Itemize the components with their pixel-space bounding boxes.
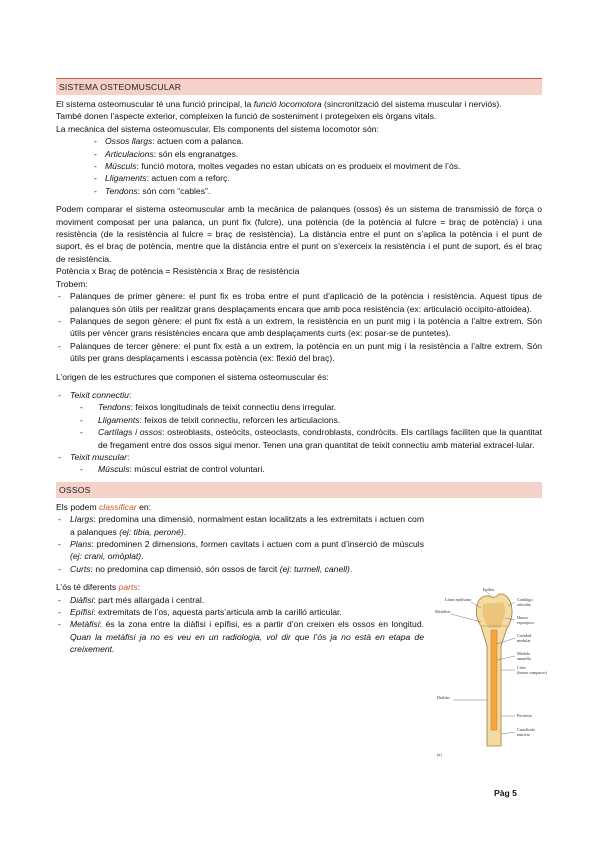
list-item: - Articulacions: són els engranatges. [56, 148, 542, 160]
intro-paragraph-3: La mecànica del sistema osteomuscular. Els components del sistema locomotor són: [56, 123, 379, 134]
label-linea: Línea epifisaria [445, 597, 472, 602]
list-item: - Palanques de tercer gènere: el punt fix està a un extrem, la potència en un punt mig i la resistència a l’altre extrem. Són útils per grans desplaçaments i escassa potència (ex: flexió del braç). [56, 340, 542, 365]
label-canaliculo-2: nutricio [517, 732, 531, 737]
list-item: - Palanques de segon gènere: el punt fix està a un extrem, la resistència en un punt mig i la potència a l’altre extrem. Són útils per vèncer grans resistències encara que amb desplaçaments curts (ex: posar-se de puntetes). [56, 315, 542, 340]
label-metafisi: Metáfisis [435, 609, 451, 614]
list-item: - Lligaments: actuen com a reforç. [56, 172, 542, 184]
list-item: - Plans: predominen 2 dimensions, formen cavitats i actuen com a punt d’inserció de músculs (ej: crani, omòplat). [56, 538, 424, 563]
list-item: - Lligaments: feixos de teixit connectiu, reforcen les articulacions. [56, 414, 542, 426]
parts-paragraph: L’ós té diferents parts: [56, 582, 141, 593]
list-item: - Tendons: són com “cables”. [56, 185, 542, 197]
list-item: - Metàfisi: és la zona entre la diàfisi i epífisi, es a partir d’on creixen els ossos en longitud. Quan la metàfisi ja no es veu en un radiologia, vol dir que l’ós ja no està en etapa de creixement. [56, 618, 424, 655]
levers-paragraph: Podem comparar el sistema osteomuscular amb la mecànica de palanques (ossos) és un sistema de transmissió de força o moviment composat per una palanca, un punt fix (fulcre), una potència (de la potència al fulcre = braç de potència) i una resistència (de la resistència al fulcre = braç de resistència). La distància entre el punt on s’aplica la potència i el punt de suport, és el braç de potència, mentre que la distància entre el punt on s’exerceix la resistència i el punt de suport, és el braç de resistència. [56, 204, 542, 264]
label-periostio: Periostio [517, 713, 532, 718]
list-item: - Teixit connectiu: [56, 389, 542, 401]
intro-paragraph-2: També donen l’aspecte exterior, compleixen la funció de sosteniment i protegeixen els òrgans vitals. [56, 111, 437, 122]
label-cavidad-2: medular [517, 638, 531, 643]
list-item: - Cartílags i ossos: osteoblasts, osteòcits, osteoclasts, condroblasts, condròcits. Els cartílags faciliten que la quantitat de fregament entre dos ossos sigui menor. Tenen una gran quantitat de teixit connectiu amb material extracel·lular. [56, 426, 542, 451]
document-page [56, 78, 542, 656]
label-cabo-2: (hueso compacto) [517, 670, 547, 675]
label-cavidad: Cavidad [517, 633, 531, 638]
formula: Potència x Braç de potència = Resistència x Braç de resistència [56, 266, 300, 277]
list-item: - Llargs: predomina una dimensió, normalment estan localitzats a les extremitats i actuen com a palanques (ej: tibia, peroné). [56, 513, 424, 538]
components-list [56, 135, 542, 197]
label-hueso: Hueso [517, 615, 528, 620]
list-item: - Tendons: feixos longitudinals de teixit connectiu dens irregular. [56, 401, 542, 413]
levers-list [56, 290, 542, 364]
label-canaliculo: Canalículo [517, 727, 536, 732]
label-diafisi: Diáfisis [437, 695, 451, 700]
list-item: - Palanques de primer gènere: el punt fix es troba entre el punt d’aplicació de la potència i resistència. Aquest tipus de palanques són útils per realitzar grans desplaçaments encara que amb poca resistència (ex: articulació occipito-atloidea). [56, 290, 542, 315]
page-number: Pàg 5 [494, 788, 517, 798]
list-item: - Ossos llargs: actuen com a palanca. [56, 135, 542, 147]
list-item: - Músculs: funció motora, moltes vegades no estan ubicats on es produeix el moviment de l’ós. [56, 160, 542, 172]
list-item: - Curts: no predomina cap dimensió, són ossos de farcit (ej: turmell, canell). [56, 563, 424, 575]
label-medula: Médula [517, 651, 530, 656]
label-cartilago: Cartílago [517, 597, 533, 602]
list-item: - Teixit muscular: [56, 451, 542, 463]
trobem-label: Trobem: [56, 278, 88, 289]
label-medula-2: amarilla [517, 656, 531, 661]
label-cartilago-2: articular [517, 602, 531, 607]
origin-paragraph: L’origen de les estructures que componen el sistema osteomuscular és: [56, 371, 329, 382]
section-title-ossos: OSSOS [56, 482, 542, 498]
list-item: - Epífisi: extremitats de l’os, aquesta parts’articula amb la carilló articular. [56, 606, 424, 618]
tissue-list [56, 389, 542, 476]
ossos-text [56, 501, 424, 656]
label-panel: (a) [437, 752, 442, 757]
section-title-osteomuscular: SISTEMA OSTEOMUSCULAR [56, 78, 542, 95]
label-epifisi: Epífisi [483, 587, 495, 592]
bone-parts-list [56, 594, 424, 656]
long-bone-diagram [435, 586, 557, 758]
bone-types-list [56, 513, 424, 575]
label-hueso-2: esponjoso [517, 620, 534, 625]
bone-figure [435, 586, 557, 758]
list-item: - Músculs: múscul estriat de control voluntari. [56, 463, 542, 475]
label-cabo: Cabo [517, 665, 526, 670]
classify-paragraph: Els podem classificar en: [56, 501, 152, 512]
list-item: - Diàfisi: part més allargada i central. [56, 594, 424, 606]
intro-paragraph: El sistema osteomuscular té una funció principal, la funció locomotora (sincronització del sistema muscular i nerviós). [56, 99, 502, 109]
